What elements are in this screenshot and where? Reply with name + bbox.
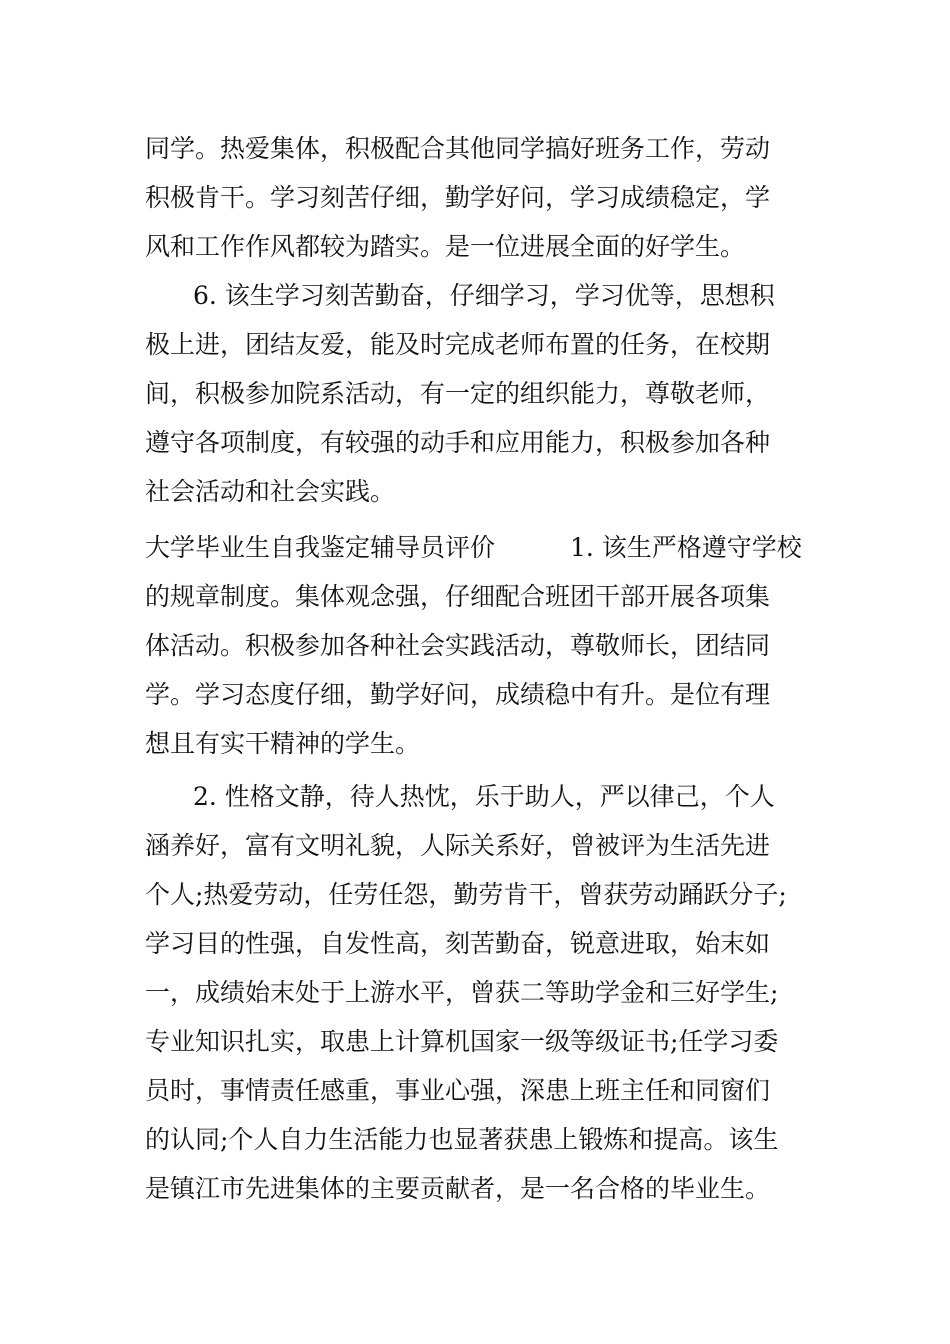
text-line: 的规章制度。集体观念强，仔细配合班团干部开展各项集 <box>145 582 771 611</box>
text-line: 个人;热爱劳动，任劳任怨，勤劳肯干，曾获劳动踊跃分子; <box>145 880 787 909</box>
text-line: 同学。热爱集体，积极配合其他同学搞好班务工作，劳动 <box>145 134 771 163</box>
text-line: 遵守各项制度，有较强的动手和应用能力，积极参加各种 <box>145 428 771 457</box>
text-line: 社会活动和社会实践。 <box>145 477 396 506</box>
text-line: 的认同;个人自力生活能力也显著获患上锻炼和提高。该生 <box>145 1125 779 1154</box>
text-line: 想且有实干精神的学生。 <box>145 729 421 758</box>
text-line: 员时，事情责任感重，事业心强，深患上班主任和同窗们 <box>145 1076 771 1105</box>
text-line: 6. 该生学习刻苦勤奋，仔细学习，学习优等，思想积 <box>193 281 775 310</box>
text-line: 专业知识扎实，取患上计算机国家一级等级证书;任学习委 <box>145 1027 779 1056</box>
text-line: 风和工作作风都较为踏实。是一位进展全面的好学生。 <box>145 232 746 261</box>
text-line: 一，成绩始末处于上游水平，曾获二等助学金和三好学生; <box>145 978 779 1007</box>
text-line: 大学毕业生自我鉴定辅导员评价 1. 该生严格遵守学校 <box>145 533 802 562</box>
text-line: 间，积极参加院系活动，有一定的组织能力，尊敬老师， <box>145 379 771 408</box>
text-line: 涵养好，富有文明礼貌，人际关系好，曾被评为生活先进 <box>145 831 771 860</box>
text-line: 学习目的性强，自发性高，刻苦勤奋，锐意进取，始末如 <box>145 929 771 958</box>
text-line: 是镇江市先进集体的主要贡献者，是一名合格的毕业生。 <box>145 1174 771 1203</box>
text-line: 极上进，团结友爱，能及时完成老师布置的任务，在校期 <box>145 330 771 359</box>
text-line: 2. 性格文静，待人热忱，乐于助人，严以律己，个人 <box>193 782 775 811</box>
text-line: 体活动。积极参加各种社会实践活动，尊敬师长，团结同 <box>145 631 771 660</box>
text-line: 学。学习态度仔细，勤学好问，成绩稳中有升。是位有理 <box>145 680 771 709</box>
text-line: 积极肯干。学习刻苦仔细，勤学好问，学习成绩稳定，学 <box>145 183 771 212</box>
